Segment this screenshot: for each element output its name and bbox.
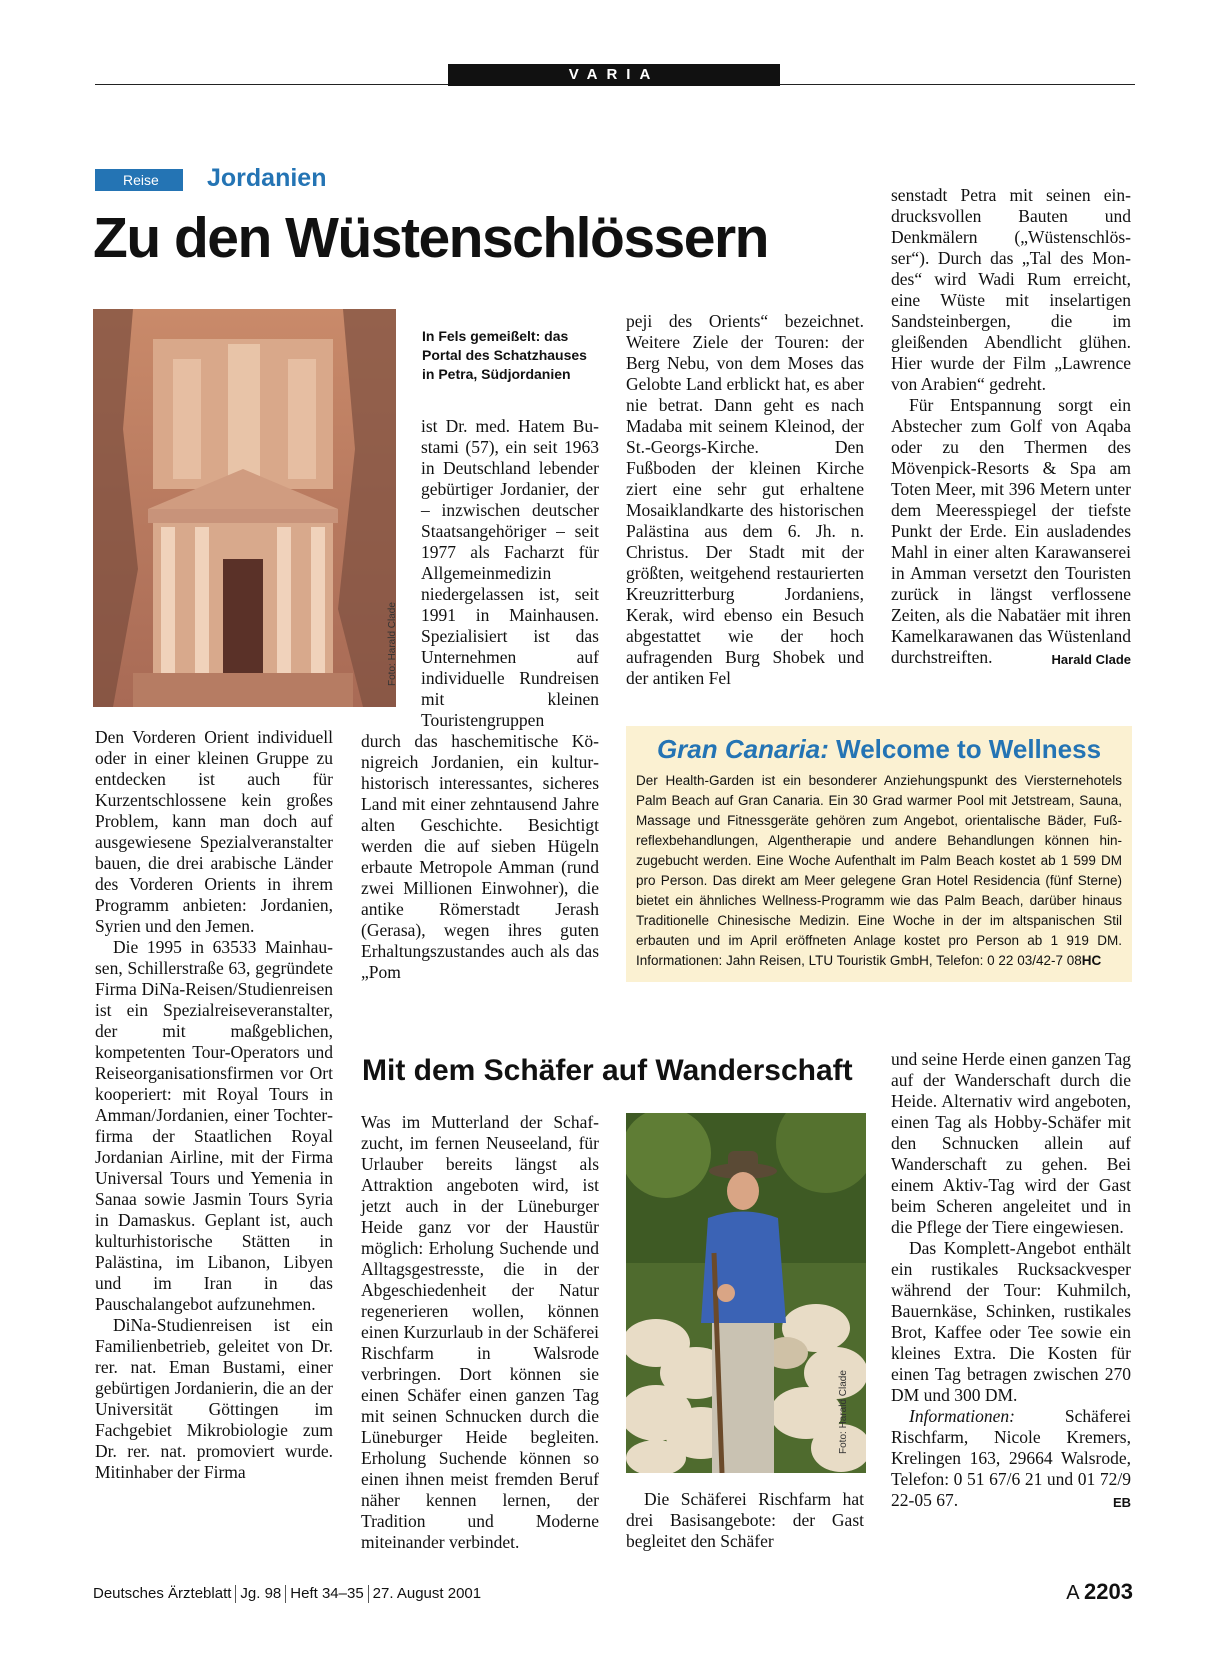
volume: Jg. 98: [240, 1585, 282, 1602]
publication-name: Deutsches Ärzteblatt: [93, 1585, 232, 1602]
article2-column-1: [361, 1112, 599, 1553]
box-paragraph: Der Health-Garden ist ein besonderer Anziehungspunkt des Viersternehotels Palm Beach auf Gran Canaria. Ein 30 Grad warmer Pool mit Jetstream, Sauna, Massage und Fitnessgeräte gehören zum Angebot, orientalische Bäder, Fußreflexbehandlungen, Algentherapie und andere Behandlungen können hinzugebucht werden. Eine Woche Aufenthalt im Palm Beach kostet ab 1 599 DM pro Person. Das direkt am Meer gelegene Gran Hotel Residencia (fünf Sterne) bietet ein ähnliches Wellness-Programm wie das Palm Beach, darüber hinaus Traditionelle Chinesische Medizin. Eine Woche in der im altspanischen Stil erbauten und im April eröffneten Anlage kostet pro Person ab 1 919 DM. Informationen: Jahn Reisen, LTU Touristik GmbH, Telefon: 0 22 03/42-7 08: [636, 773, 1122, 968]
footer-divider: [235, 1585, 236, 1603]
article2-column-3: [891, 1049, 1131, 1513]
paragraph: Das Komplett-Angebot enthält ein rustikales Rucksackvesper während der Tour: Kuhmilch, Bauernkäse, Schinken, rustikales Brot, Kaffee oder Tee sowie ein kleines Extra. Die Kosten für einen Tag betragen zwischen 270 DM und 300 DM.: [891, 1238, 1131, 1405]
shepherd-photo: [626, 1113, 866, 1473]
footer-divider: [368, 1585, 369, 1603]
info-label: Informationen:: [909, 1406, 1015, 1426]
box-title: [636, 734, 1122, 765]
page-footer: [93, 1585, 1135, 1603]
paragraph: Die Schäferei Rischfarm hat drei Basisangebote: der Gast begleitet den Schäfer: [626, 1489, 864, 1551]
paragraph: durch das haschemitische Königreich Jordanien, ein kulturhistorisch interessantes, sicheres Land mit einer zehntausend Jahre alten Geschichte. Besichtigt werden die auf sieben Hügeln erbaute Metropole Amman (rund zwei Millionen Einwohner), die antike Römerstadt Jerash (Gerasa), wegen ihres guten Erhaltungszustandes auch als das „Pom: [361, 731, 599, 982]
article1-column-2-lower: [361, 731, 599, 983]
paragraph: ist Dr. med. Hatem Bustami (57), ein seit 1963 in Deutschland lebender gebürtiger Jordanier, der – inzwischen deutscher Staatsangehöriger – seit 1977 als Facharzt für Allgemeinmedizin niedergelassen ist, seit 1991 in Mainhausen. Spezialisiert ist das Unternehmen auf individuelle Rundreisen mit kleinen Touristengruppen: [421, 416, 599, 730]
paragraph: senstadt Petra mit seinen eindrucksvollen Bauten und Denkmälern („Wüstenschlösser“). Durch das „Tal des Mondes“ wird Wadi Rum erreicht, eine Wüste mit inselartigen Sandsteinbergen, die im gleißenden Abendlicht glühen. Hier wurde der Film „Lawrence von Arabien“ gedreht.: [891, 185, 1131, 394]
photo-caption: In Fels gemeißelt: das Portal des Schatzhauses in Petra, Südjordanien: [422, 328, 587, 382]
paragraph: Den Vorderen Orient individuell oder in einer kleinen Gruppe zu entdecken ist auch für Kurzentschlossene kein großes Problem, kann man doch auf ausgewiesene Spezialveranstalter bauen, die drei arabische Länder des Vorderen Orients in ihrem Programm anbieten: Jordanien, Syrien und den Jemen.: [95, 727, 333, 936]
box-author: HC: [1081, 953, 1102, 968]
photo-credit: Foto: Harald Clade: [387, 602, 398, 686]
article-kicker: Jordanien: [207, 164, 327, 192]
article1-column-1: [95, 727, 333, 1483]
info-text: Schäferei Rischfarm, Nicole Kremers, Krelingen 163, 29664 Walsrode, Telefon: 0 51 67/6 21 und 01 72/9 22-05 67.: [891, 1406, 1131, 1510]
paragraph: Die 1995 in 63533 Mainhausen, Schillerstraße 63, gegründete Firma DiNa-Reisen/Studienreisen ist ein Spezialreiseveranstalter, der mit maßgeblichen, kompetenten Tour-Operators und Reiseorganisationsfirmen vor Ort kooperiert: mit Royal Tours in Amman/Jordanien, einer Tochterfirma der Staatlichen Royal Jordanian Airline, mit der Firma Universal Tours und Yemenia in Sanaa sowie Jasmin Tours Syria in Damaskus. Geplant ist, auch kulturhistorische Stätten in Palästina, im Libanon, Libyen und im Iran in das Pauschalangebot aufzunehmen.: [95, 937, 333, 1314]
issue: Heft 34–35: [290, 1585, 364, 1602]
author-signature: Harald Clade: [1051, 652, 1131, 667]
section-label: VARIA: [448, 64, 780, 86]
article1-column-3: [626, 311, 864, 689]
footer-divider: [285, 1585, 286, 1603]
photo-credit: Foto: Harald Clade: [838, 1370, 849, 1454]
paragraph: Was im Mutterland der Schafzucht, im fernen Neuseeland, für Urlauber bereits längst als Attraktion angeboten wird, ist jetzt auch in der Lüneburger Heide ganz vor der Haustür möglich: Erholung Suchende und Alltagsgestresste, die in der Abgeschiedenheit der Natur regenerieren wollen, können einen Kurzurlaub in der Schäferei Rischfarm in Walsrode verbringen. Dort können sie einen Schäfer einen ganzen Tag mit seinen Schnucken durch die Lüneburger Heide begleiten. Erholung Suchende können so einen ihnen meist fremden Beruf näher kennen lernen, der Tradition und Moderne miteinander verbindet.: [361, 1112, 599, 1552]
paragraph: und seine Herde einen ganzen Tag auf der Wanderschaft durch die Heide. Alternativ wird angeboten, einen Tag als Hobby-Schäfer mit den Schnucken allein auf Wanderschaft zu gehen. Bei einem Aktiv-Tag wird der Gast beim Scheren angeleitet und in die Pflege der Tiere eingewiesen.: [891, 1049, 1131, 1237]
paragraph: peji des Orients“ bezeichnet. Weitere Ziele der Touren: der Berg Nebu, von dem Moses das Gelobte Land erblickt hat, es aber nie betrat. Dann geht es nach Madaba mit seinem Kleinod, der St.-Georgs-Kirche. Den Fußboden der kleinen Kirche ziert eine sehr gut erhaltene Mosaiklandkarte des historischen Palästina aus dem 6. Jh. n. Christus. Der Stadt mit der größten, weitgehend restaurierten Kreuzritterburg Jordaniens, Kerak, wird ebenso ein Besuch abgestattet wie der hoch aufragenden Burg Shobek und der antiken Fel: [626, 311, 864, 688]
article-headline: Zu den Wüstenschlössern: [93, 206, 768, 270]
page-prefix: A: [1066, 1582, 1079, 1604]
issue-date: 27. August 2001: [372, 1585, 482, 1602]
author-signature: EB: [1112, 1495, 1131, 1510]
petra-treasury-photo: [93, 309, 396, 707]
category-badge: Reise: [95, 169, 183, 191]
article2-column-2: [626, 1489, 864, 1552]
article2-headline: Mit dem Schäfer auf Wanderschaft: [362, 1054, 853, 1087]
article1-column-2-upper: [421, 416, 599, 731]
page-number: [1066, 1579, 1133, 1605]
box-title-place: Gran Canaria:: [656, 734, 829, 764]
info-box: [626, 726, 1132, 982]
page-number-value: 2203: [1084, 1579, 1133, 1604]
box-text: [636, 771, 1122, 971]
paragraph: DiNa-Studienreisen ist ein Familienbetrieb, geleitet von Dr. rer. nat. Eman Bustami, einer gebürtigen Jordanierin, die an der Universität Göttingen im Fachgebiet Mikrobiologie zum Dr. rer. nat. promoviert wurde. Mitinhaber der Firma: [95, 1315, 333, 1482]
paragraph: Für Entspannung sorgt ein Abstecher zum Golf von Aqaba oder zu den Thermen des Mövenpick-Resorts & Spa am Toten Meer, mit 396 Metern unter dem Meeresspiegel der tiefste Punkt der Erde. Ein ausladendes Mahl in einer alten Karawanserei in Amman versetzt den Touristen zurück in längst verflossene Zeiten, als die Nabatäer mit ihren Kamelkarawanen das Wüstenland durchstreiften.: [891, 395, 1131, 667]
article1-column-4: [891, 185, 1131, 670]
box-title-rest: Welcome to Wellness: [836, 734, 1102, 764]
